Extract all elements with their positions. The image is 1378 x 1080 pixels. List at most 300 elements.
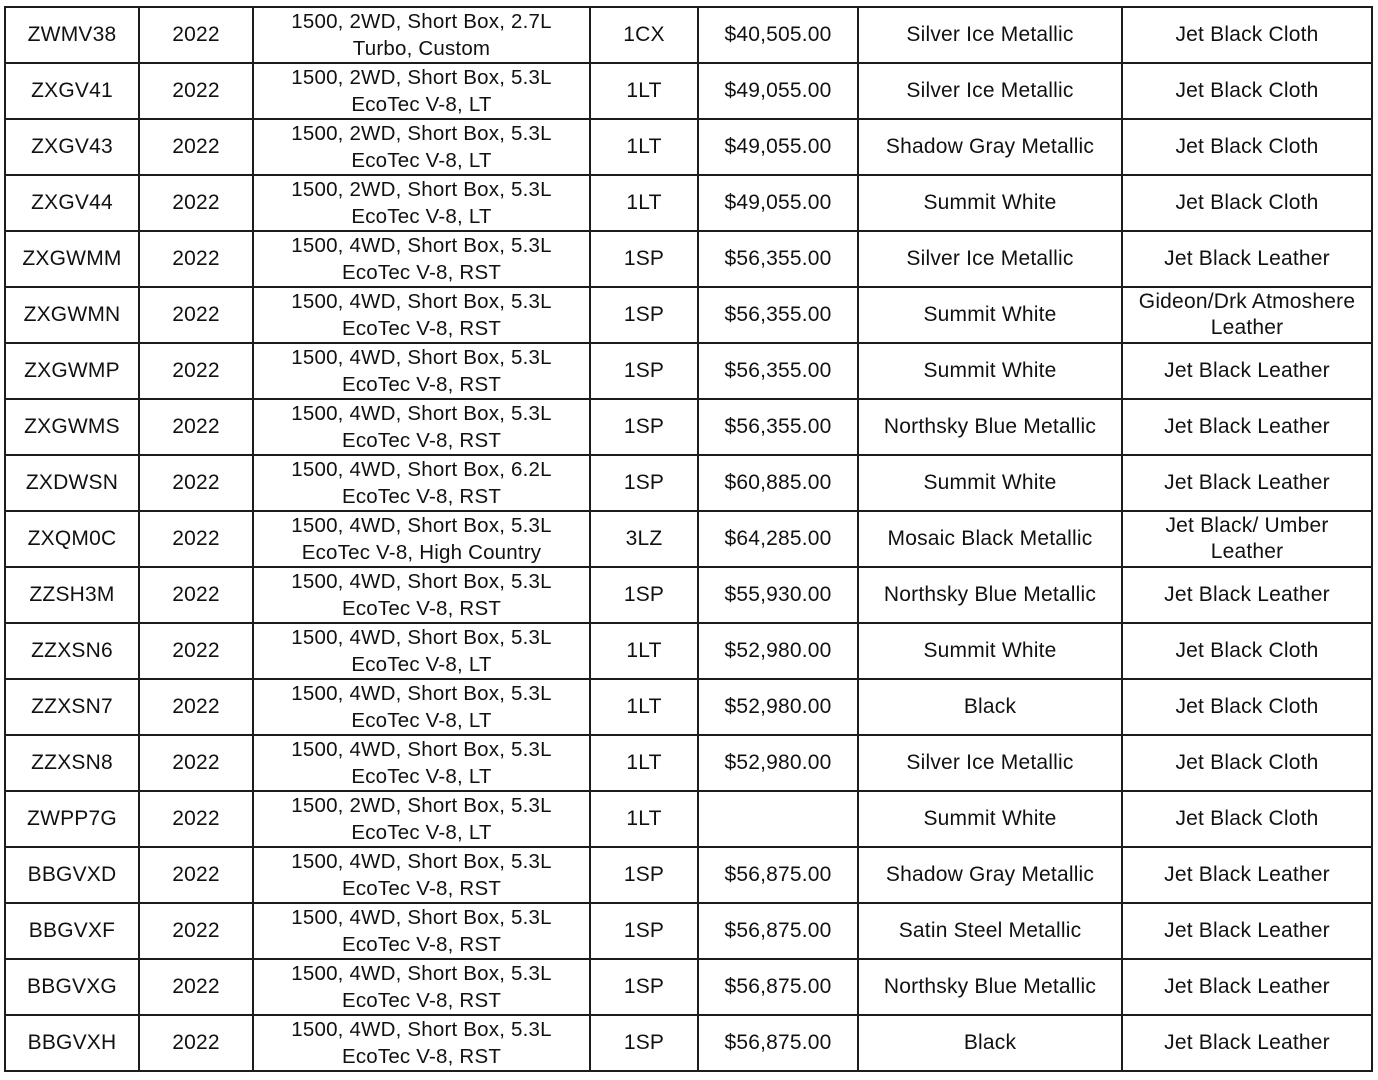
description-line-1: 1500, 2WD, Short Box, 5.3L	[291, 178, 552, 201]
stock-number: BBGVXF	[28, 919, 116, 942]
description-line-2: EcoTec V-8, RST	[341, 429, 502, 452]
price: $56,355.00	[724, 415, 832, 438]
interior-line-1: Jet Black Cloth	[1175, 79, 1319, 102]
exterior-color: Northsky Blue Metallic	[883, 975, 1097, 998]
trim-code-cell	[590, 399, 698, 455]
price-cell	[698, 7, 858, 63]
table-row	[5, 231, 1372, 287]
interior-cell	[1122, 455, 1372, 511]
price-cell	[698, 959, 858, 1015]
table-row	[5, 287, 1372, 343]
description-line-2: EcoTec V-8, LT	[351, 93, 492, 116]
trim-code-cell	[590, 63, 698, 119]
stock-number-cell	[5, 63, 139, 119]
model-year: 2022	[172, 247, 220, 270]
description-line-2: EcoTec V-8, RST	[341, 373, 502, 396]
model-year: 2022	[172, 79, 220, 102]
interior-cell	[1122, 231, 1372, 287]
exterior-color: Summit White	[923, 471, 1057, 494]
model-year: 2022	[172, 23, 220, 46]
model-year-cell	[139, 623, 253, 679]
price: $56,875.00	[724, 975, 832, 998]
price-cell	[698, 343, 858, 399]
table-row	[5, 735, 1372, 791]
price: $56,355.00	[724, 247, 832, 270]
interior-cell	[1122, 511, 1372, 567]
table-row	[5, 1015, 1372, 1071]
model-year-cell	[139, 175, 253, 231]
interior-line-1: Jet Black Leather	[1164, 415, 1330, 438]
exterior-color-cell	[858, 847, 1122, 903]
description-line-1: 1500, 4WD, Short Box, 5.3L	[291, 850, 552, 873]
interior-line-1: Jet Black Leather	[1164, 247, 1330, 270]
interior-cell	[1122, 7, 1372, 63]
price-cell	[698, 567, 858, 623]
model-year: 2022	[172, 191, 220, 214]
table-row	[5, 959, 1372, 1015]
exterior-color-cell	[858, 791, 1122, 847]
price-cell	[698, 903, 858, 959]
table-row	[5, 623, 1372, 679]
description-cell	[253, 791, 590, 847]
exterior-color-cell	[858, 735, 1122, 791]
trim-code-cell	[590, 287, 698, 343]
model-year: 2022	[172, 807, 220, 830]
price: $56,875.00	[724, 863, 832, 886]
interior-line-1: Jet Black Cloth	[1175, 695, 1319, 718]
stock-number: BBGVXD	[27, 863, 117, 886]
stock-number-cell	[5, 903, 139, 959]
interior-line-1: Jet Black Cloth	[1175, 639, 1319, 662]
inventory-table	[4, 6, 1373, 1072]
description-line-2: EcoTec V-8, LT	[351, 653, 492, 676]
interior-cell	[1122, 1015, 1372, 1071]
description-line-1: 1500, 4WD, Short Box, 5.3L	[291, 1018, 552, 1041]
exterior-color: Summit White	[923, 191, 1057, 214]
model-year: 2022	[172, 415, 220, 438]
trim-code: 1LT	[626, 135, 662, 158]
interior-cell	[1122, 735, 1372, 791]
trim-code: 1SP	[623, 863, 665, 886]
description-line-1: 1500, 4WD, Short Box, 5.3L	[291, 514, 552, 537]
stock-number: ZXGWMN	[23, 303, 121, 326]
interior-cell	[1122, 63, 1372, 119]
exterior-color-cell	[858, 511, 1122, 567]
price: $56,355.00	[724, 359, 832, 382]
trim-code: 1SP	[623, 919, 665, 942]
price: $49,055.00	[724, 191, 832, 214]
exterior-color: Black	[963, 695, 1017, 718]
table-row	[5, 343, 1372, 399]
table-row	[5, 847, 1372, 903]
interior-cell	[1122, 567, 1372, 623]
exterior-color: Summit White	[923, 303, 1057, 326]
price-cell	[698, 399, 858, 455]
description-line-1: 1500, 4WD, Short Box, 5.3L	[291, 234, 552, 257]
stock-number-cell	[5, 847, 139, 903]
description-cell	[253, 7, 590, 63]
stock-number: ZZXSN6	[31, 639, 113, 662]
interior-line-1: Gideon/Drk Atmoshere	[1138, 290, 1356, 313]
price: $55,930.00	[724, 583, 832, 606]
description-line-1: 1500, 4WD, Short Box, 5.3L	[291, 346, 552, 369]
trim-code: 1SP	[623, 415, 665, 438]
stock-number: BBGVXG	[27, 975, 117, 998]
description-cell	[253, 959, 590, 1015]
stock-number-cell	[5, 567, 139, 623]
description-cell	[253, 287, 590, 343]
inventory-sheet	[4, 6, 1371, 1074]
description-line-1: 1500, 4WD, Short Box, 5.3L	[291, 402, 552, 425]
trim-code: 1LT	[626, 807, 662, 830]
model-year: 2022	[172, 639, 220, 662]
trim-code: 1SP	[623, 359, 665, 382]
stock-number: ZZSH3M	[29, 583, 115, 606]
stock-number: ZXGWMM	[22, 247, 122, 270]
model-year-cell	[139, 287, 253, 343]
description-line-2: EcoTec V-8, LT	[351, 821, 492, 844]
stock-number: ZXGWMP	[24, 359, 120, 382]
description-cell	[253, 567, 590, 623]
stock-number-cell	[5, 399, 139, 455]
description-line-2: EcoTec V-8, RST	[341, 597, 502, 620]
exterior-color-cell	[858, 287, 1122, 343]
model-year-cell	[139, 231, 253, 287]
table-row	[5, 7, 1372, 63]
price: $40,505.00	[724, 23, 832, 46]
exterior-color-cell	[858, 903, 1122, 959]
description-line-1: 1500, 4WD, Short Box, 5.3L	[291, 290, 552, 313]
trim-code-cell	[590, 511, 698, 567]
interior-cell	[1122, 623, 1372, 679]
stock-number-cell	[5, 1015, 139, 1071]
table-row	[5, 511, 1372, 567]
stock-number: ZZXSN8	[31, 751, 113, 774]
exterior-color: Black	[963, 1031, 1017, 1054]
stock-number-cell	[5, 287, 139, 343]
price-cell	[698, 287, 858, 343]
trim-code-cell	[590, 903, 698, 959]
description-line-2: EcoTec V-8, LT	[351, 709, 492, 732]
model-year: 2022	[172, 863, 220, 886]
stock-number: ZXQM0C	[27, 527, 117, 550]
trim-code-cell	[590, 735, 698, 791]
interior-line-1: Jet Black Leather	[1164, 919, 1330, 942]
description-cell	[253, 455, 590, 511]
description-cell	[253, 343, 590, 399]
interior-line-1: Jet Black Leather	[1164, 471, 1330, 494]
model-year: 2022	[172, 303, 220, 326]
exterior-color-cell	[858, 231, 1122, 287]
model-year-cell	[139, 119, 253, 175]
price-cell	[698, 791, 858, 847]
exterior-color: Summit White	[923, 639, 1057, 662]
description-line-2: EcoTec V-8, LT	[351, 205, 492, 228]
description-line-2: EcoTec V-8, High Country	[301, 541, 542, 564]
model-year: 2022	[172, 583, 220, 606]
trim-code: 1SP	[623, 975, 665, 998]
trim-code: 1LT	[626, 695, 662, 718]
trim-code: 1SP	[623, 471, 665, 494]
description-line-1: 1500, 2WD, Short Box, 5.3L	[291, 122, 552, 145]
price: $56,875.00	[724, 919, 832, 942]
trim-code: 1LT	[626, 79, 662, 102]
model-year-cell	[139, 903, 253, 959]
interior-cell	[1122, 679, 1372, 735]
model-year-cell	[139, 735, 253, 791]
interior-cell	[1122, 175, 1372, 231]
interior-line-1: Jet Black Leather	[1164, 975, 1330, 998]
exterior-color-cell	[858, 119, 1122, 175]
exterior-color: Northsky Blue Metallic	[883, 415, 1097, 438]
description-line-1: 1500, 2WD, Short Box, 5.3L	[291, 66, 552, 89]
trim-code-cell	[590, 1015, 698, 1071]
stock-number-cell	[5, 679, 139, 735]
exterior-color: Summit White	[923, 807, 1057, 830]
interior-line-1: Jet Black Leather	[1164, 1031, 1330, 1054]
interior-line-1: Jet Black Leather	[1164, 583, 1330, 606]
description-line-1: 1500, 4WD, Short Box, 5.3L	[291, 682, 552, 705]
interior-line-1: Jet Black Cloth	[1175, 23, 1319, 46]
description-line-1: 1500, 4WD, Short Box, 5.3L	[291, 738, 552, 761]
model-year-cell	[139, 343, 253, 399]
interior-line-1: Jet Black Cloth	[1175, 807, 1319, 830]
price-cell	[698, 847, 858, 903]
description-cell	[253, 623, 590, 679]
trim-code-cell	[590, 847, 698, 903]
inventory-table-body	[5, 7, 1372, 1071]
interior-line-1: Jet Black Cloth	[1175, 751, 1319, 774]
trim-code-cell	[590, 119, 698, 175]
price-cell	[698, 455, 858, 511]
model-year-cell	[139, 567, 253, 623]
interior-cell	[1122, 343, 1372, 399]
model-year-cell	[139, 511, 253, 567]
description-cell	[253, 231, 590, 287]
price-cell	[698, 231, 858, 287]
stock-number: ZXGWMS	[24, 415, 120, 438]
exterior-color: Silver Ice Metallic	[906, 79, 1074, 102]
description-line-2: EcoTec V-8, LT	[351, 765, 492, 788]
model-year-cell	[139, 679, 253, 735]
price-cell	[698, 175, 858, 231]
interior-cell	[1122, 119, 1372, 175]
model-year: 2022	[172, 471, 220, 494]
stock-number: BBGVXH	[27, 1031, 117, 1054]
trim-code: 1LT	[626, 639, 662, 662]
stock-number-cell	[5, 623, 139, 679]
description-line-2: EcoTec V-8, RST	[341, 485, 502, 508]
description-line-1: 1500, 2WD, Short Box, 2.7L	[291, 10, 552, 33]
model-year: 2022	[172, 751, 220, 774]
stock-number-cell	[5, 231, 139, 287]
trim-code-cell	[590, 7, 698, 63]
model-year: 2022	[172, 975, 220, 998]
model-year: 2022	[172, 919, 220, 942]
model-year-cell	[139, 959, 253, 1015]
table-row	[5, 455, 1372, 511]
description-cell	[253, 1015, 590, 1071]
trim-code-cell	[590, 175, 698, 231]
interior-cell	[1122, 959, 1372, 1015]
model-year-cell	[139, 455, 253, 511]
trim-code: 1CX	[623, 23, 665, 46]
description-line-2: EcoTec V-8, RST	[341, 317, 502, 340]
description-cell	[253, 847, 590, 903]
model-year: 2022	[172, 1031, 220, 1054]
stock-number: ZXGV43	[31, 135, 113, 158]
trim-code-cell	[590, 455, 698, 511]
interior-cell	[1122, 903, 1372, 959]
stock-number-cell	[5, 455, 139, 511]
price: $56,355.00	[724, 303, 832, 326]
description-line-2: EcoTec V-8, LT	[351, 149, 492, 172]
description-line-2: EcoTec V-8, RST	[341, 261, 502, 284]
trim-code: 1SP	[623, 247, 665, 270]
exterior-color-cell	[858, 455, 1122, 511]
exterior-color-cell	[858, 7, 1122, 63]
exterior-color-cell	[858, 959, 1122, 1015]
trim-code: 1LT	[626, 751, 662, 774]
description-line-1: 1500, 4WD, Short Box, 5.3L	[291, 906, 552, 929]
stock-number: ZZXSN7	[31, 695, 113, 718]
stock-number: ZXGV44	[31, 191, 113, 214]
exterior-color: Mosaic Black Metallic	[887, 527, 1093, 550]
interior-cell	[1122, 791, 1372, 847]
exterior-color-cell	[858, 343, 1122, 399]
stock-number: ZXDWSN	[25, 471, 119, 494]
price-cell	[698, 735, 858, 791]
stock-number: ZXGV41	[31, 79, 113, 102]
interior-line-1: Jet Black Cloth	[1175, 135, 1319, 158]
model-year: 2022	[172, 135, 220, 158]
model-year-cell	[139, 847, 253, 903]
description-line-2: EcoTec V-8, RST	[341, 989, 502, 1012]
table-row	[5, 791, 1372, 847]
table-row	[5, 903, 1372, 959]
trim-code-cell	[590, 623, 698, 679]
trim-code-cell	[590, 679, 698, 735]
price: $52,980.00	[724, 751, 832, 774]
price: $52,980.00	[724, 639, 832, 662]
exterior-color: Silver Ice Metallic	[906, 751, 1074, 774]
model-year-cell	[139, 399, 253, 455]
price-cell	[698, 1015, 858, 1071]
price-cell	[698, 63, 858, 119]
exterior-color-cell	[858, 1015, 1122, 1071]
stock-number-cell	[5, 791, 139, 847]
description-line-1: 1500, 4WD, Short Box, 6.2L	[291, 458, 552, 481]
price-cell	[698, 119, 858, 175]
exterior-color: Shadow Gray Metallic	[885, 863, 1095, 886]
trim-code: 1SP	[623, 583, 665, 606]
exterior-color: Summit White	[923, 359, 1057, 382]
price: $60,885.00	[724, 471, 832, 494]
model-year-cell	[139, 791, 253, 847]
trim-code: 3LZ	[625, 527, 663, 550]
description-line-2: Turbo, Custom	[352, 37, 491, 60]
description-cell	[253, 63, 590, 119]
interior-line-2: Leather	[1210, 540, 1284, 563]
description-line-1: 1500, 4WD, Short Box, 5.3L	[291, 626, 552, 649]
exterior-color: Silver Ice Metallic	[906, 247, 1074, 270]
stock-number-cell	[5, 119, 139, 175]
interior-line-2: Leather	[1210, 316, 1284, 339]
exterior-color-cell	[858, 679, 1122, 735]
interior-line-1: Jet Black/ Umber	[1165, 514, 1329, 537]
stock-number-cell	[5, 343, 139, 399]
description-line-1: 1500, 4WD, Short Box, 5.3L	[291, 962, 552, 985]
description-line-1: 1500, 4WD, Short Box, 5.3L	[291, 570, 552, 593]
model-year-cell	[139, 1015, 253, 1071]
model-year-cell	[139, 63, 253, 119]
exterior-color-cell	[858, 399, 1122, 455]
interior-cell	[1122, 287, 1372, 343]
interior-line-1: Jet Black Cloth	[1175, 191, 1319, 214]
price: $64,285.00	[724, 527, 832, 550]
stock-number: ZWMV38	[27, 23, 117, 46]
price: $56,875.00	[724, 1031, 832, 1054]
description-cell	[253, 735, 590, 791]
stock-number-cell	[5, 7, 139, 63]
table-row	[5, 175, 1372, 231]
stock-number-cell	[5, 959, 139, 1015]
table-row	[5, 567, 1372, 623]
interior-cell	[1122, 399, 1372, 455]
description-line-1: 1500, 2WD, Short Box, 5.3L	[291, 794, 552, 817]
description-cell	[253, 399, 590, 455]
trim-code: 1SP	[623, 303, 665, 326]
description-line-2: EcoTec V-8, RST	[341, 1045, 502, 1068]
model-year: 2022	[172, 359, 220, 382]
exterior-color-cell	[858, 623, 1122, 679]
exterior-color: Northsky Blue Metallic	[883, 583, 1097, 606]
trim-code-cell	[590, 567, 698, 623]
price-cell	[698, 623, 858, 679]
table-row	[5, 119, 1372, 175]
model-year-cell	[139, 7, 253, 63]
interior-line-1: Jet Black Leather	[1164, 359, 1330, 382]
price-cell	[698, 511, 858, 567]
trim-code: 1LT	[626, 191, 662, 214]
exterior-color-cell	[858, 175, 1122, 231]
trim-code: 1SP	[623, 1031, 665, 1054]
description-cell	[253, 175, 590, 231]
table-row	[5, 399, 1372, 455]
interior-line-1: Jet Black Leather	[1164, 863, 1330, 886]
exterior-color: Silver Ice Metallic	[906, 23, 1074, 46]
model-year: 2022	[172, 527, 220, 550]
price-cell	[698, 679, 858, 735]
description-line-2: EcoTec V-8, RST	[341, 933, 502, 956]
price: $52,980.00	[724, 695, 832, 718]
description-cell	[253, 903, 590, 959]
description-cell	[253, 511, 590, 567]
model-year: 2022	[172, 695, 220, 718]
exterior-color-cell	[858, 567, 1122, 623]
trim-code-cell	[590, 959, 698, 1015]
stock-number-cell	[5, 175, 139, 231]
exterior-color: Satin Steel Metallic	[898, 919, 1082, 942]
description-line-2: EcoTec V-8, RST	[341, 877, 502, 900]
exterior-color-cell	[858, 63, 1122, 119]
trim-code-cell	[590, 231, 698, 287]
table-row	[5, 679, 1372, 735]
price: $49,055.00	[724, 79, 832, 102]
exterior-color: Shadow Gray Metallic	[885, 135, 1095, 158]
stock-number: ZWPP7G	[27, 807, 117, 830]
trim-code-cell	[590, 791, 698, 847]
